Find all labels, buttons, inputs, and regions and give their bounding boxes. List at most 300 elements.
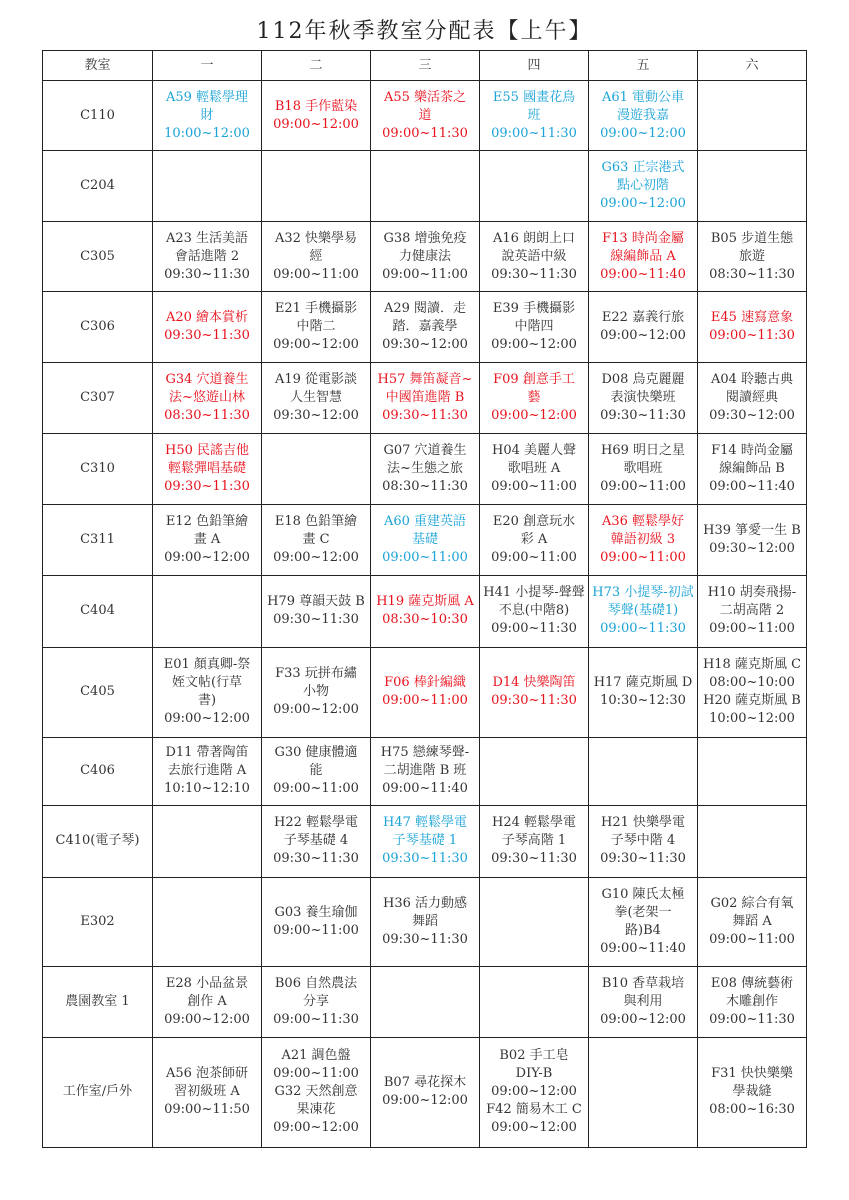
course-text: 08:30~11:30 [709, 266, 795, 282]
course-text: 中階四 [514, 319, 554, 335]
course-cell [262, 434, 371, 505]
course-text: 與利用 [623, 993, 663, 1009]
course-text: A32 快樂學易 [274, 230, 358, 246]
course-text: 拳(老架一 [614, 904, 672, 920]
course-text: E21 手機攝影 [274, 301, 358, 317]
course-text: 基礎 [411, 532, 438, 548]
room-cell: C307 [43, 363, 153, 434]
course-text: H18 薩克斯風 C [702, 657, 802, 673]
course-text: 09:30~11:30 [491, 851, 577, 867]
course-text: 09:00~12:00 [164, 711, 250, 727]
room-cell: 農園教室 1 [43, 966, 153, 1037]
course-text: G02 綜合有氧 [710, 895, 794, 911]
course-cell [698, 222, 807, 292]
course-cell [153, 292, 262, 363]
table-row [43, 576, 807, 647]
course-text: 10:00~12:00 [164, 125, 250, 141]
course-text: E20 創意玩水 [492, 514, 576, 530]
course-text: 09:00~11:30 [709, 1011, 795, 1027]
course-text: 踏．嘉義學 [392, 319, 458, 335]
course-text: 09:00~11:00 [273, 922, 359, 938]
course-text: 09:00~11:30 [709, 328, 795, 344]
course-text: G30 健康體適 [274, 745, 358, 761]
course-text: 09:30~11:30 [491, 693, 577, 709]
course-text: 08:00~16:30 [709, 1102, 795, 1118]
course-text: 子琴高階 1 [501, 833, 567, 849]
course-cell [153, 737, 262, 805]
course-text: D11 帶著陶笛 [165, 745, 249, 761]
course-text: E18 色鉛筆繪 [274, 514, 358, 530]
course-text: 去旅行進階 A [167, 763, 247, 779]
course-text: A04 聆聽古典 [710, 372, 794, 388]
course-text: 舞蹈 [411, 913, 438, 929]
classroom-schedule-table [42, 50, 807, 1148]
course-cell [698, 151, 807, 222]
course-cell [589, 737, 698, 805]
course-cell [480, 805, 589, 877]
course-cell [480, 151, 589, 222]
course-text: 閱讀經典 [725, 390, 778, 406]
course-text: 線編飾品 B [719, 461, 785, 477]
course-text: 10:00~12:00 [709, 711, 795, 727]
course-text: A19 從電影談 [274, 372, 358, 388]
course-cell [480, 1037, 589, 1147]
course-cell [589, 363, 698, 434]
header-room: 教室 [43, 51, 153, 81]
course-cell [589, 877, 698, 966]
course-cell [480, 292, 589, 363]
course-text: 09:00~12:00 [600, 1011, 686, 1027]
course-text: 二胡高階 2 [719, 603, 785, 619]
course-text: 09:00~12:00 [600, 328, 686, 344]
course-cell [262, 805, 371, 877]
course-text: 09:00~11:30 [273, 1011, 359, 1027]
course-text: 09:00~12:00 [273, 550, 359, 566]
course-text: 09:00~11:50 [164, 1102, 250, 1118]
course-text: 09:00~11:00 [273, 266, 359, 282]
course-cell [153, 151, 262, 222]
course-text: 09:00~11:00 [273, 1066, 359, 1082]
course-text: H75 戀練琴聲- [380, 745, 470, 761]
course-text: 09:00~12:00 [273, 1120, 359, 1136]
course-cell [589, 292, 698, 363]
table-row [43, 363, 807, 434]
course-text: 09:00~11:00 [382, 693, 468, 709]
course-cell [153, 576, 262, 647]
course-text: 10:10~12:10 [164, 781, 250, 797]
course-text: B06 自然農法 [274, 975, 358, 991]
course-text: A36 輕鬆學好 [601, 514, 685, 530]
course-text: 表演快樂班 [610, 390, 676, 406]
table-row [43, 877, 807, 966]
course-text: 09:30~11:30 [164, 479, 250, 495]
course-text: G03 養生瑜伽 [274, 904, 358, 920]
course-cell [262, 151, 371, 222]
course-text: 09:00~12:00 [491, 408, 577, 424]
course-text: 點心初階 [616, 178, 669, 194]
course-cell [589, 434, 698, 505]
course-text: A20 繪本賞析 [165, 310, 249, 326]
course-text: 09:30~11:30 [600, 851, 686, 867]
table-row [43, 222, 807, 292]
course-text: 09:30~12:00 [273, 408, 359, 424]
course-cell [371, 151, 480, 222]
header-day-4: 四 [480, 51, 589, 81]
course-text: G63 正宗港式 [601, 160, 685, 176]
course-cell [480, 737, 589, 805]
course-text: 歌唱班 [623, 461, 663, 477]
course-text: 09:00~11:00 [382, 266, 468, 282]
course-cell [153, 1037, 262, 1147]
room-cell: C406 [43, 737, 153, 805]
course-cell [480, 363, 589, 434]
course-cell [371, 1037, 480, 1147]
header-day-3: 三 [371, 51, 480, 81]
course-text: H50 民謠吉他 [164, 443, 249, 459]
course-cell [589, 151, 698, 222]
course-text: 子琴中階 4 [610, 833, 676, 849]
course-text: H19 薩克斯風 A [376, 594, 474, 610]
course-text: 姪文帖(行草 [171, 675, 243, 691]
table-row [43, 805, 807, 877]
course-text: 二胡進階 B 班 [383, 763, 467, 779]
course-cell [371, 222, 480, 292]
course-cell [371, 737, 480, 805]
course-text: 09:30~11:30 [600, 408, 686, 424]
course-cell [698, 576, 807, 647]
room-cell: C310 [43, 434, 153, 505]
course-text: D08 烏克麗麗 [601, 372, 685, 388]
course-cell [589, 81, 698, 151]
course-text: 09:00~11:40 [600, 266, 686, 282]
course-cell [698, 966, 807, 1037]
course-text: 09:00~12:00 [491, 337, 577, 353]
course-text: E08 傳統藝術 [710, 975, 794, 991]
header-day-5: 五 [589, 51, 698, 81]
course-cell [262, 222, 371, 292]
course-cell [698, 805, 807, 877]
course-text: G38 增強免疫 [383, 230, 467, 246]
course-text: 畫 C [302, 532, 330, 548]
course-text: H21 快樂學電 [600, 815, 685, 831]
course-text: 09:30~12:00 [709, 541, 795, 557]
course-text: 09:30~11:30 [273, 612, 359, 628]
course-text: 09:00~11:00 [709, 621, 795, 637]
course-text: E01 顏真卿-祭 [163, 657, 251, 673]
course-text: B02 手工皂 [499, 1048, 569, 1064]
table-row [43, 505, 807, 576]
course-text: E22 嘉義行旅 [601, 310, 685, 326]
course-cell [698, 505, 807, 576]
course-text: 班 [527, 107, 541, 123]
course-cell [262, 737, 371, 805]
course-cell [153, 81, 262, 151]
course-text: 09:30~11:30 [164, 328, 250, 344]
course-text: 09:00~12:00 [600, 196, 686, 212]
table-row [43, 647, 807, 737]
course-cell [480, 966, 589, 1037]
course-text: 經 [309, 248, 323, 264]
header-day-2: 二 [262, 51, 371, 81]
course-text: H22 輕鬆學電 [273, 815, 358, 831]
course-cell [262, 576, 371, 647]
course-cell [262, 647, 371, 737]
course-text: 09:00~11:00 [600, 479, 686, 495]
course-text: 韓語初級 3 [610, 532, 676, 548]
course-text: 輕鬆彈唱基礎 [167, 461, 246, 477]
table-row [43, 292, 807, 363]
course-text: 小物 [302, 684, 329, 700]
course-cell [589, 505, 698, 576]
room-cell: C306 [43, 292, 153, 363]
course-text: 木雕創作 [725, 993, 778, 1009]
header-day-6: 六 [698, 51, 807, 81]
course-text: 力健康法 [398, 248, 451, 264]
course-cell [698, 434, 807, 505]
table-row [43, 81, 807, 151]
course-cell [153, 966, 262, 1037]
course-cell [589, 966, 698, 1037]
course-text: 道 [418, 107, 432, 123]
course-text: 09:00~11:30 [491, 621, 577, 637]
course-text: 創作 A [187, 993, 227, 1009]
course-text: 09:00~11:00 [600, 550, 686, 566]
course-cell [371, 877, 480, 966]
room-cell: C405 [43, 647, 153, 737]
course-text: 學裁縫 [732, 1084, 772, 1100]
room-cell: 工作室/戶外 [43, 1037, 153, 1147]
course-cell [371, 363, 480, 434]
course-text: H36 活力動感 [382, 895, 467, 911]
course-cell [698, 363, 807, 434]
course-text: E12 色鉛筆繪 [165, 514, 249, 530]
room-cell: E302 [43, 877, 153, 966]
course-text: 旅遊 [738, 248, 765, 264]
course-text: 09:00~11:30 [382, 125, 468, 141]
course-text: H17 薩克斯風 D [593, 675, 693, 691]
course-text: 09:00~12:00 [600, 125, 686, 141]
course-text: H79 尊韻天鼓 B [267, 594, 365, 610]
course-cell [153, 222, 262, 292]
course-text: 09:30~11:30 [491, 266, 577, 282]
course-text: H24 輕鬆學電 [491, 815, 576, 831]
course-text: B10 香草栽培 [601, 975, 685, 991]
course-text: A29 閱讀．走 [383, 301, 467, 317]
course-text: 09:30~11:30 [382, 851, 468, 867]
course-cell [153, 434, 262, 505]
course-text: 財 [200, 107, 214, 123]
course-cell [698, 81, 807, 151]
course-text: 線編飾品 A [610, 248, 676, 264]
course-text: 09:00~11:40 [709, 479, 795, 495]
course-text: 能 [309, 763, 323, 779]
course-text: 08:00~10:00 [709, 675, 795, 691]
course-text: 08:30~11:30 [164, 408, 250, 424]
course-cell [698, 737, 807, 805]
course-cell [480, 222, 589, 292]
course-text: 09:00~12:00 [382, 1093, 468, 1109]
course-cell [371, 805, 480, 877]
course-text: 說英語中級 [501, 248, 567, 264]
course-text: 分享 [302, 993, 329, 1009]
course-text: A59 輕鬆學理 [165, 89, 249, 105]
table-row [43, 737, 807, 805]
course-text: 09:00~11:00 [491, 550, 577, 566]
course-text: 09:00~12:00 [273, 702, 359, 718]
course-cell [262, 292, 371, 363]
course-cell [480, 877, 589, 966]
course-text: 法~生態之旅 [387, 461, 463, 477]
course-text: H73 小提琴-初試 [592, 585, 694, 601]
course-cell [262, 1037, 371, 1147]
course-text: 09:00~12:00 [164, 550, 250, 566]
course-text: 琴聲(基礎1) [607, 603, 679, 619]
course-text: 人生智慧 [289, 390, 342, 406]
course-cell [371, 576, 480, 647]
course-text: H39 箏愛一生 B [703, 523, 801, 539]
course-text: 會話進階 2 [174, 248, 240, 264]
course-text: 09:00~12:00 [273, 337, 359, 353]
course-text: F42 簡易木工 C [486, 1102, 582, 1118]
course-text: 09:30~11:30 [164, 266, 250, 282]
course-text: B18 手作藍染 [274, 98, 358, 114]
header-row [43, 51, 807, 81]
course-text: E45 速寫意象 [710, 310, 794, 326]
course-text: 歌唱班 A [507, 461, 561, 477]
room-cell: C305 [43, 222, 153, 292]
course-text: F14 時尚金屬 [711, 443, 793, 459]
course-text: H47 輕鬆學電 [382, 815, 467, 831]
course-cell [262, 966, 371, 1037]
header-day-1: 一 [153, 51, 262, 81]
course-text: H10 胡奏飛揚- [707, 585, 797, 601]
course-cell [589, 222, 698, 292]
course-cell [371, 434, 480, 505]
page-title: 112年秋季教室分配表【上午】 [256, 19, 593, 44]
course-text: 習初級班 A [174, 1084, 240, 1100]
course-text: G32 天然創意 [274, 1084, 358, 1100]
course-text: 09:00~11:30 [600, 621, 686, 637]
course-cell [698, 1037, 807, 1147]
course-cell [153, 805, 262, 877]
room-cell: C204 [43, 151, 153, 222]
course-cell [262, 505, 371, 576]
course-text: DIY-B [515, 1066, 553, 1082]
room-cell: C110 [43, 81, 153, 151]
course-text: 09:00~11:40 [382, 781, 468, 797]
course-text: 09:00~11:00 [273, 781, 359, 797]
course-text: F09 創意手工 [493, 372, 575, 388]
course-text: 藝 [527, 390, 541, 406]
course-text: A60 重建英語 [383, 514, 467, 530]
course-text: F13 時尚金屬 [602, 230, 684, 246]
course-text: B07 尋花探木 [383, 1075, 467, 1091]
course-cell [589, 805, 698, 877]
course-text: H69 明日之星 [600, 443, 685, 459]
course-text: D14 快樂陶笛 [492, 675, 576, 691]
course-text: E55 國畫花鳥 [492, 89, 576, 105]
room-cell: C410(電子琴) [43, 805, 153, 877]
course-text: 09:30~12:00 [382, 337, 468, 353]
course-cell [480, 505, 589, 576]
table-row [43, 434, 807, 505]
course-text: B05 步道生態 [710, 230, 794, 246]
course-cell [589, 576, 698, 647]
course-cell [262, 81, 371, 151]
course-text: E28 小品盆景 [165, 975, 249, 991]
course-text: 08:30~10:30 [382, 612, 468, 628]
course-cell [589, 647, 698, 737]
table-row [43, 151, 807, 222]
course-text: 09:00~12:00 [273, 116, 359, 132]
course-text: E39 手機攝影 [492, 301, 576, 317]
course-cell [371, 81, 480, 151]
course-cell [698, 292, 807, 363]
course-text: F33 玩拼布繡 [275, 666, 357, 682]
course-cell [480, 647, 589, 737]
course-text: A16 朗朗上口 [492, 230, 576, 246]
course-text: 中國笛進階 B [385, 390, 465, 406]
course-cell [371, 647, 480, 737]
course-text: 09:00~11:40 [600, 940, 686, 956]
course-text: A56 泡茶師研 [165, 1066, 249, 1082]
course-text: G10 陳氏太極 [601, 886, 685, 902]
table-row [43, 966, 807, 1037]
course-text: 08:30~11:30 [382, 479, 468, 495]
course-cell [153, 877, 262, 966]
course-text: H20 薩克斯風 B [703, 693, 801, 709]
course-cell [371, 505, 480, 576]
course-cell [371, 292, 480, 363]
course-text: 09:30~12:00 [709, 408, 795, 424]
course-text: 09:00~12:00 [164, 1011, 250, 1027]
course-text: A23 生活美語 [165, 230, 249, 246]
course-cell [480, 81, 589, 151]
course-text: 畫 A [193, 532, 221, 548]
course-cell [371, 966, 480, 1037]
course-text: A21 調色盤 [281, 1048, 351, 1064]
course-text: 09:00~11:00 [382, 550, 468, 566]
course-text: G07 穴道養生 [383, 443, 467, 459]
course-text: 09:30~11:30 [382, 931, 468, 947]
course-cell [698, 647, 807, 737]
course-text: 子琴基礎 1 [392, 833, 458, 849]
course-text: 09:30~11:30 [273, 851, 359, 867]
course-cell [153, 647, 262, 737]
course-text: 舞蹈 A [732, 913, 772, 929]
course-text: 09:30~11:30 [382, 408, 468, 424]
course-cell [153, 505, 262, 576]
course-text: H41 小提琴-聲聲 [483, 585, 585, 601]
course-text: F31 快快樂樂 [711, 1066, 793, 1082]
course-text: 09:00~12:00 [491, 1120, 577, 1136]
course-cell [262, 877, 371, 966]
course-cell [153, 363, 262, 434]
course-text: 法~悠遊山林 [169, 390, 245, 406]
course-text: 09:00~12:00 [491, 1084, 577, 1100]
room-cell: C404 [43, 576, 153, 647]
table-row [43, 1037, 807, 1147]
course-text: G34 穴道養生 [165, 372, 249, 388]
course-text: 彩 A [520, 532, 548, 548]
course-cell [480, 576, 589, 647]
course-cell [480, 434, 589, 505]
course-text: 路)B4 [625, 922, 661, 938]
course-text: A55 樂活茶之 [383, 89, 467, 105]
course-text: A61 電動公車 [601, 89, 685, 105]
course-cell [262, 363, 371, 434]
course-cell [698, 877, 807, 966]
